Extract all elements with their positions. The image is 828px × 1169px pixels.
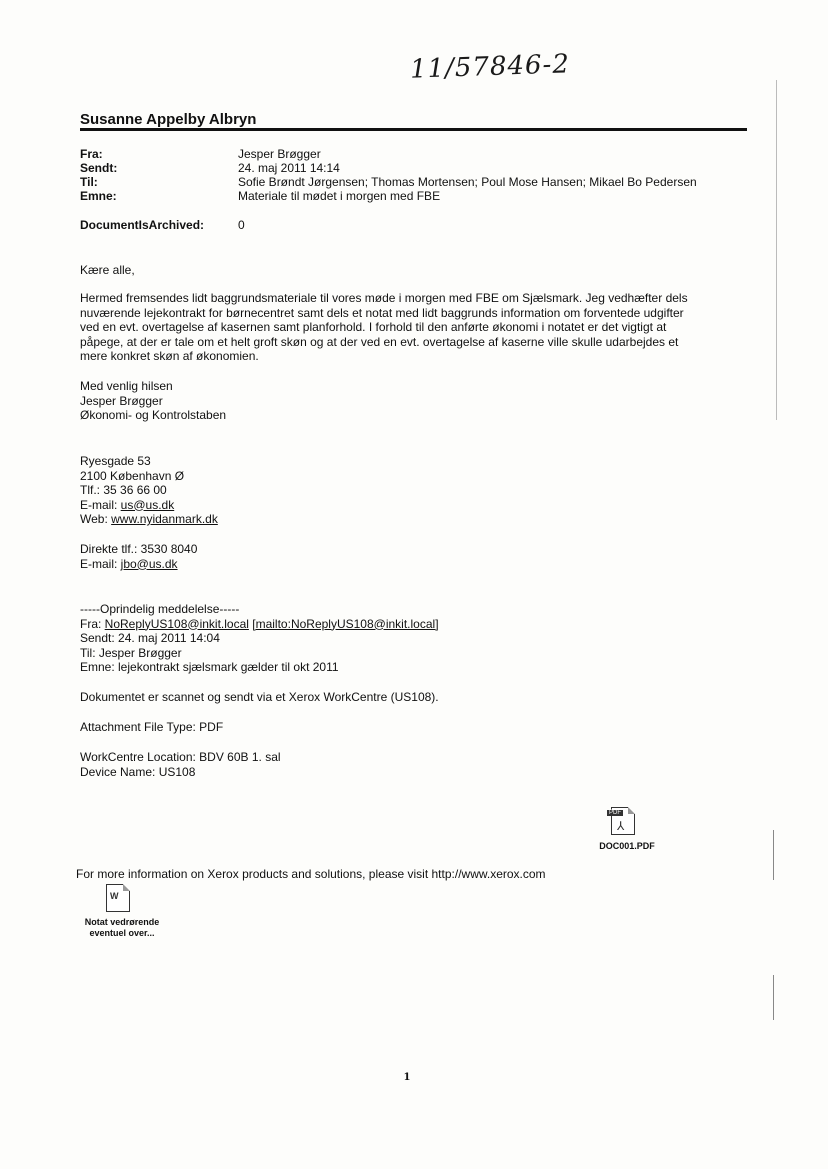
signer-name: Jesper Brøgger (80, 393, 163, 408)
street: Ryesgade 53 (80, 454, 151, 468)
body-line: nuværende lejekontrakt for børnecentret samt dels et notat med lidt baggrunds information om forventede udgifter (80, 305, 684, 320)
body-paragraph (80, 291, 740, 364)
original-sent: Sendt: 24. maj 2011 14:04 (80, 631, 220, 645)
scan-artifact-line (773, 830, 774, 880)
note-attachment[interactable] (72, 884, 172, 944)
header-rule (80, 128, 747, 131)
note-filename-line2: eventuel over... (89, 928, 155, 938)
web-row (80, 512, 740, 527)
body-line: ved en evt. overtagelse af kasernen samt planforhold. I forhold til den anførte økonomi i notatet er det vigtigt at (80, 320, 667, 334)
original-from-label: Fra: (80, 616, 105, 631)
body-line: mere konkret skøn af økonomien. (80, 349, 259, 363)
pdf-filename: DOC001.PDF (599, 841, 655, 851)
scan-artifact-line (773, 975, 774, 1020)
email-label: E-mail: (80, 497, 121, 512)
address-block (80, 454, 740, 527)
original-from-link[interactable]: NoReplyUS108@inkit.local (104, 616, 249, 631)
direct-email-label: E-mail: (80, 556, 121, 571)
xerox-info: For more information on Xerox products and solutions, please visit http://www.xerox.com (76, 867, 546, 881)
from-value: Jesper Brøgger (238, 147, 321, 161)
pdf-badge: PDF (609, 810, 621, 816)
direct-email-row (80, 557, 740, 572)
department: Økonomi- og Kontrolstaben (80, 408, 227, 422)
from-label: Fra: (80, 147, 103, 161)
direct-email-link[interactable]: jbo@us.dk (120, 556, 178, 571)
sent-label: Sendt: (80, 161, 118, 175)
greeting: Kære alle, (80, 263, 135, 277)
web-label: Web: (80, 512, 112, 526)
email-row (80, 498, 740, 513)
web-link[interactable]: www.nyidanmark.dk (111, 512, 218, 526)
subject-label: Emne: (80, 189, 117, 203)
to-value: Sofie Brøndt Jørgensen; Thomas Mortensen; Poul Mose Hansen; Mikael Bo Pedersen (238, 175, 697, 189)
to-label: Til: (80, 175, 98, 189)
device-name: Device Name: US108 (80, 764, 196, 779)
closing: Med venlig hilsen (80, 379, 173, 393)
archived-value: 0 (238, 218, 245, 232)
scan-note: Dokumentet er scannet og sendt via et Xerox WorkCentre (US108). (80, 690, 439, 704)
note-filename (72, 917, 172, 939)
pdf-attachment[interactable] (597, 807, 657, 855)
word-glyph-icon: W (110, 891, 119, 901)
body-line: påpege, at der er tale om et helt groft skøn og at der ved en evt. overtagelse af kaserne ville skulle udarbejdes et (80, 334, 679, 349)
direct-phone: Direkte tlf.: 3530 8040 (80, 542, 198, 556)
sender-name: Susanne Appelby Albryn (80, 111, 257, 128)
direct-contact (80, 542, 740, 571)
original-mailto-link[interactable]: [mailto:NoReplyUS108@inkit.local] (252, 616, 439, 631)
original-subject: Emne: lejekontrakt sjælsmark gælder til okt 2011 (80, 660, 339, 674)
note-filename-line1: Notat vedrørende (84, 917, 160, 927)
original-message (80, 602, 740, 675)
device-info (80, 750, 740, 779)
signature (80, 379, 740, 423)
pdf-file-icon (611, 807, 635, 835)
document-file-icon (106, 884, 130, 912)
original-heading: -----Oprindelig meddelelse----- (80, 602, 240, 616)
page-number: 1 (403, 1072, 411, 1083)
acrobat-glyph-icon: ⅄ (617, 819, 625, 833)
scan-artifact-line (776, 80, 777, 420)
attachment-type: Attachment File Type: PDF (80, 720, 224, 734)
sent-value: 24. maj 2011 14:14 (238, 161, 340, 175)
city: 2100 København Ø (80, 468, 185, 483)
archived-label: DocumentIsArchived: (80, 218, 205, 232)
original-to: Til: Jesper Brøgger (80, 645, 182, 660)
handwritten-reference: 11/57846-2 (409, 49, 571, 85)
workcentre-location: WorkCentre Location: BDV 60B 1. sal (80, 750, 281, 764)
original-from-row (80, 617, 740, 632)
body-line: Hermed fremsendes lidt baggrundsmateriale til vores møde i morgen med FBE om Sjælsmark. Jeg vedhæfter dels (80, 291, 688, 305)
email-link[interactable]: us@us.dk (120, 497, 175, 512)
phone: Tlf.: 35 36 66 00 (80, 483, 167, 497)
subject-value: Materiale til mødet i morgen med FBE (238, 189, 441, 203)
